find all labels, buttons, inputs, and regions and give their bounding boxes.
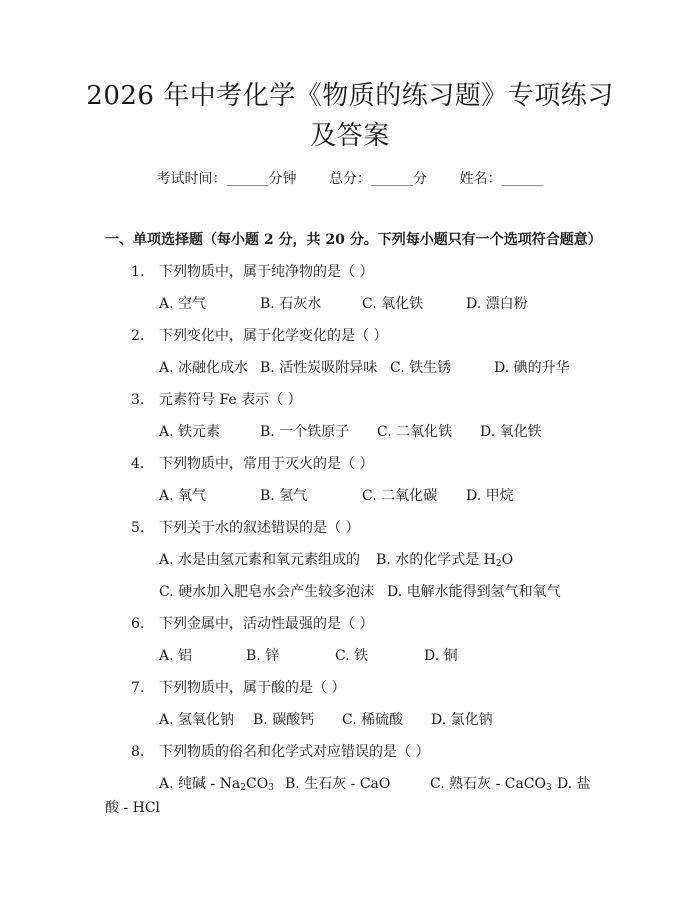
section-heading: 一、单项选择题（每小题 2 分，共 20 分。下列每小题只有一个选项符合题意）: [105, 232, 602, 248]
exam-name: 姓名：______: [459, 171, 544, 187]
option-d: D. 氯化钠: [431, 712, 493, 728]
option-c: [430, 773, 552, 793]
exam-time: 考试时间：______分钟: [156, 171, 297, 187]
question-number: 5.: [131, 520, 145, 536]
subscript: 3: [546, 783, 552, 793]
question-number: 1.: [131, 264, 145, 280]
question-stem: 下列物质中，属于酸的是（ ）: [159, 680, 346, 696]
option-c: C. 铁生锈: [390, 360, 452, 376]
option-d: D. 漂白粉: [466, 296, 528, 312]
subscript: 2: [495, 559, 502, 569]
formula-tail: O: [501, 552, 514, 568]
option-b: B. 活性炭吸附异味: [260, 360, 378, 376]
option-c: C. 二氧化铁: [377, 424, 453, 440]
option-a: A. 水是由氢元素和氧元素组成的: [159, 552, 361, 568]
question-stem: 下列关于水的叙述错误的是（ ）: [159, 520, 360, 536]
option-b: B. 氢气: [260, 488, 308, 504]
option-c: C. 氧化铁: [362, 296, 424, 312]
option-d: D. 碘的升华: [494, 360, 570, 376]
question-5: [131, 517, 359, 537]
question-2: [131, 325, 387, 345]
question-stem: 下列变化中，属于化学变化的是（ ）: [159, 328, 388, 344]
question-7: [131, 677, 345, 697]
option-c: C. 硬水加入肥皂水会产生较多泡沫: [159, 584, 375, 600]
subscript: 2: [240, 783, 246, 793]
option-d-continuation: 酸 - HCl: [105, 800, 161, 816]
title-line-2: 及答案: [310, 121, 390, 151]
option-a: A. 氢氧化钠: [159, 712, 235, 728]
question-4: [131, 453, 373, 473]
option-c: C. 稀硫酸: [342, 712, 404, 728]
question-number: 7.: [131, 680, 145, 696]
option-b: B. 石灰水: [260, 296, 322, 312]
question-number: 6.: [131, 616, 145, 632]
option-b: B. 生石灰 - CaO: [285, 776, 391, 792]
question-number: 4.: [131, 456, 145, 472]
option-a: A. 铁元素: [159, 424, 221, 440]
subscript: 3: [268, 783, 274, 793]
option-b: B. 锌: [246, 648, 280, 664]
option-d: D. 盐: [557, 776, 591, 792]
question-stem: 下列物质的俗名和化学式对应错误的是（ ）: [159, 744, 430, 760]
question-stem: 下列物质中，属于纯净物的是（ ）: [159, 264, 374, 280]
option-b: [376, 549, 513, 569]
option-b: B. 一个铁原子: [260, 424, 350, 440]
option-a-text: A. 纯碱 - Na: [159, 776, 241, 792]
exam-score: 总分：______分: [329, 171, 427, 187]
option-a: A. 铝: [159, 648, 193, 664]
option-c-text: C. 熟石灰 - CaCO: [430, 776, 546, 792]
question-number: 3.: [131, 392, 145, 408]
option-a: [159, 773, 274, 793]
question-stem: 下列物质中，常用于灭火的是（ ）: [159, 456, 374, 472]
formula-mid: CO: [245, 776, 269, 792]
question-number: 8.: [131, 744, 145, 760]
option-c: C. 二氧化碳: [362, 488, 438, 504]
option-b-text: B. 水的化学式是 H: [376, 552, 496, 568]
question-stem: 元素符号 Fe 表示（ ）: [159, 392, 302, 408]
question-stem: 下列金属中，活动性最强的是（ ）: [159, 616, 374, 632]
question-8: [131, 741, 429, 761]
option-a: A. 冰融化成水: [159, 360, 249, 376]
option-a: A. 氧气: [159, 488, 207, 504]
question-1: [131, 261, 373, 281]
option-b: B. 碳酸钙: [253, 712, 315, 728]
option-d: D. 氧化铁: [480, 424, 542, 440]
title-line-1: 2026 年中考化学《物质的练习题》专项练习: [86, 81, 614, 111]
document-title: [80, 76, 620, 156]
question-3: [131, 389, 302, 409]
option-d: D. 电解水能得到氢气和氧气: [387, 584, 561, 600]
exam-meta: [0, 168, 700, 188]
option-c: C. 铁: [335, 648, 369, 664]
question-number: 2.: [131, 328, 145, 344]
option-a: A. 空气: [159, 296, 207, 312]
option-d: D. 铜: [424, 648, 458, 664]
option-d: D. 甲烷: [466, 488, 514, 504]
question-6: [131, 613, 373, 633]
